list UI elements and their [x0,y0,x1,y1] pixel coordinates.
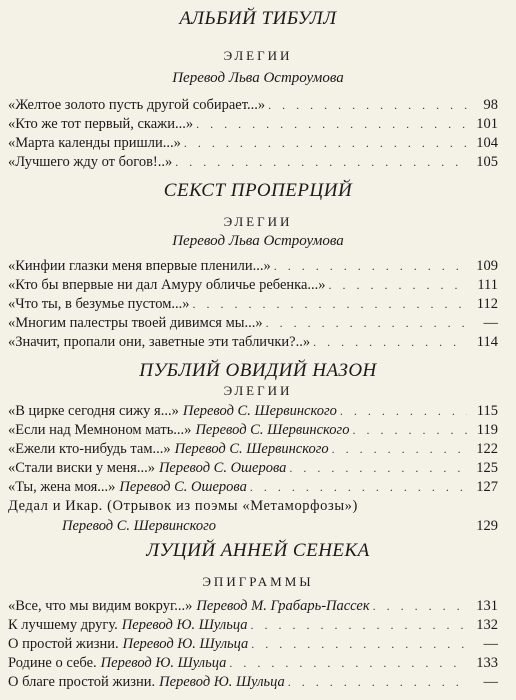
toc-entry[interactable] [8,258,498,277]
entry-title: О благе простой жизни. [8,674,156,690]
page-number: 101 [476,116,498,132]
entry-translator: Перевод С. Шервинского [174,441,329,457]
entry-title: «Желтое золото пусть другой собирает...» [8,97,266,113]
page-number: 133 [476,655,498,671]
entry-title: «Если над Мемноном мать...» [8,422,192,438]
leader-dots [251,637,467,652]
page-number: 112 [476,296,498,312]
page-number: 111 [477,277,498,293]
entry-title: «Стали виски у меня...» [8,460,155,476]
translator-credit: Перевод Льва Остроумова [172,70,344,86]
page-number: 114 [476,334,498,350]
toc-entry[interactable] [8,479,498,498]
page-number: — [483,315,498,331]
toc-entry[interactable] [8,674,498,693]
toc-entry[interactable] [8,636,498,655]
entry-translator: Перевод С. Шервинского [182,403,337,419]
page-number: 115 [476,403,498,419]
leader-dots [352,423,467,438]
entry-translator: Перевод Ю. Шульца [159,674,285,690]
entry-title: «Кто же тот первый, скажи...» [8,116,194,132]
entry-translator: Перевод М. Грабарь-Пассек [196,598,370,614]
page-number: 119 [476,422,498,438]
leader-dots [250,480,467,495]
page-number: 125 [476,460,498,476]
author-heading-seneca: ЛУЦИЙ АННЕЙ СЕНЕКА [146,540,370,561]
leader-dots [196,117,467,132]
entry-title: «Значит, пропали они, заветные эти таблички?..» [8,334,311,350]
entry-translator: Перевод Ю. Шульца [100,655,227,671]
leader-dots [193,297,468,312]
page-number: 105 [476,154,498,170]
page-number: — [483,636,498,652]
toc-entry[interactable] [8,116,498,135]
section-heading-elegies: ЭЛЕГИИ [223,383,293,398]
entry-title: «Что ты, в безумье пустом...» [8,296,190,312]
section-heading-elegies: ЭЛЕГИИ [223,214,293,229]
entry-title: «Все, что мы видим вокруг...» [8,598,193,614]
entry-translator: Перевод С. Ошерова [119,479,247,495]
page-number: 131 [476,598,498,614]
entry-title: Дедал и Икар. (Отрывок из поэмы «Метаморфозы») [8,498,358,514]
leader-dots [184,136,467,151]
entry-title: «Марта календы пришли...» [8,135,181,151]
toc-entry[interactable] [8,598,498,617]
page-number: 129 [476,518,498,534]
page-number: 122 [476,441,498,457]
toc-entry[interactable] [8,334,498,353]
entry-title: «Лучшего жду от богов!..» [8,154,173,170]
leader-dots [229,656,467,671]
section-heading-elegies: ЭЛЕГИИ [223,48,293,63]
section-heading-epigrams: ЭПИГРАММЫ [202,574,314,589]
entry-title: «Ежели кто-нибудь там...» [8,441,171,457]
leader-dots [268,98,467,113]
toc-entry[interactable] [8,422,498,441]
leader-dots [266,316,467,331]
toc-entry[interactable] [8,441,498,460]
leader-dots [274,259,467,274]
entry-title: «Ты, жена моя...» [8,479,116,495]
toc-entry[interactable] [8,655,498,674]
leader-dots [313,335,467,350]
translator-credit: Перевод Льва Остроумова [172,233,344,249]
toc-entry[interactable] [8,403,498,422]
toc-entry[interactable] [8,617,498,636]
toc-entry[interactable] [8,296,498,315]
page-number: 109 [476,258,498,274]
toc-entry[interactable] [8,315,498,334]
leader-dots [251,618,468,633]
page-number: 127 [476,479,498,495]
toc-entry[interactable] [8,154,498,173]
toc-entry[interactable] [8,97,498,116]
author-heading-propertius: СЕКСТ ПРОПЕРЦИЙ [163,180,353,201]
entry-title: Родине о себе. [8,655,97,671]
entry-translator: Перевод Ю. Шульца [121,617,248,633]
entry-title: К лучшему другу. [8,617,118,633]
toc-entry[interactable] [8,135,498,154]
leader-dots [175,155,467,170]
entry-translator: Перевод С. Шервинского [62,518,217,534]
leader-dots [373,599,467,614]
toc-entry[interactable] [8,277,498,296]
entry-title: «Многим палестры твоей дивимся мы...» [8,315,263,331]
entry-title: «В цирке сегодня сижу я...» [8,403,179,419]
entry-translator: Перевод С. Шервинского [195,422,350,438]
author-heading-ovid: ПУБЛИЙ ОВИДИЙ НАЗОН [139,360,377,381]
leader-dots [288,675,467,690]
toc-entry-multiline[interactable] [8,498,498,517]
toc-entry-continuation[interactable] [62,518,498,537]
author-heading-tibullus: АЛЬБИЙ ТИБУЛЛ [179,8,337,29]
entry-title: «Кто бы впервые ни дал Амуру обличье ребенка...» [8,277,326,293]
page-number: — [483,674,498,690]
leader-dots [329,278,467,293]
page-number: 104 [476,135,498,151]
entry-title: «Кинфии глазки меня впервые пленили...» [8,258,271,274]
leader-dots [289,461,467,476]
entry-title: О простой жизни. [8,636,119,652]
entry-translator: Перевод С. Ошерова [158,460,287,476]
toc-entry[interactable] [8,460,498,479]
leader-dots [340,404,467,419]
page-number: 98 [483,97,498,113]
entry-translator: Перевод Ю. Шульца [122,636,249,652]
page-number: 132 [476,617,498,633]
leader-dots [332,442,467,457]
